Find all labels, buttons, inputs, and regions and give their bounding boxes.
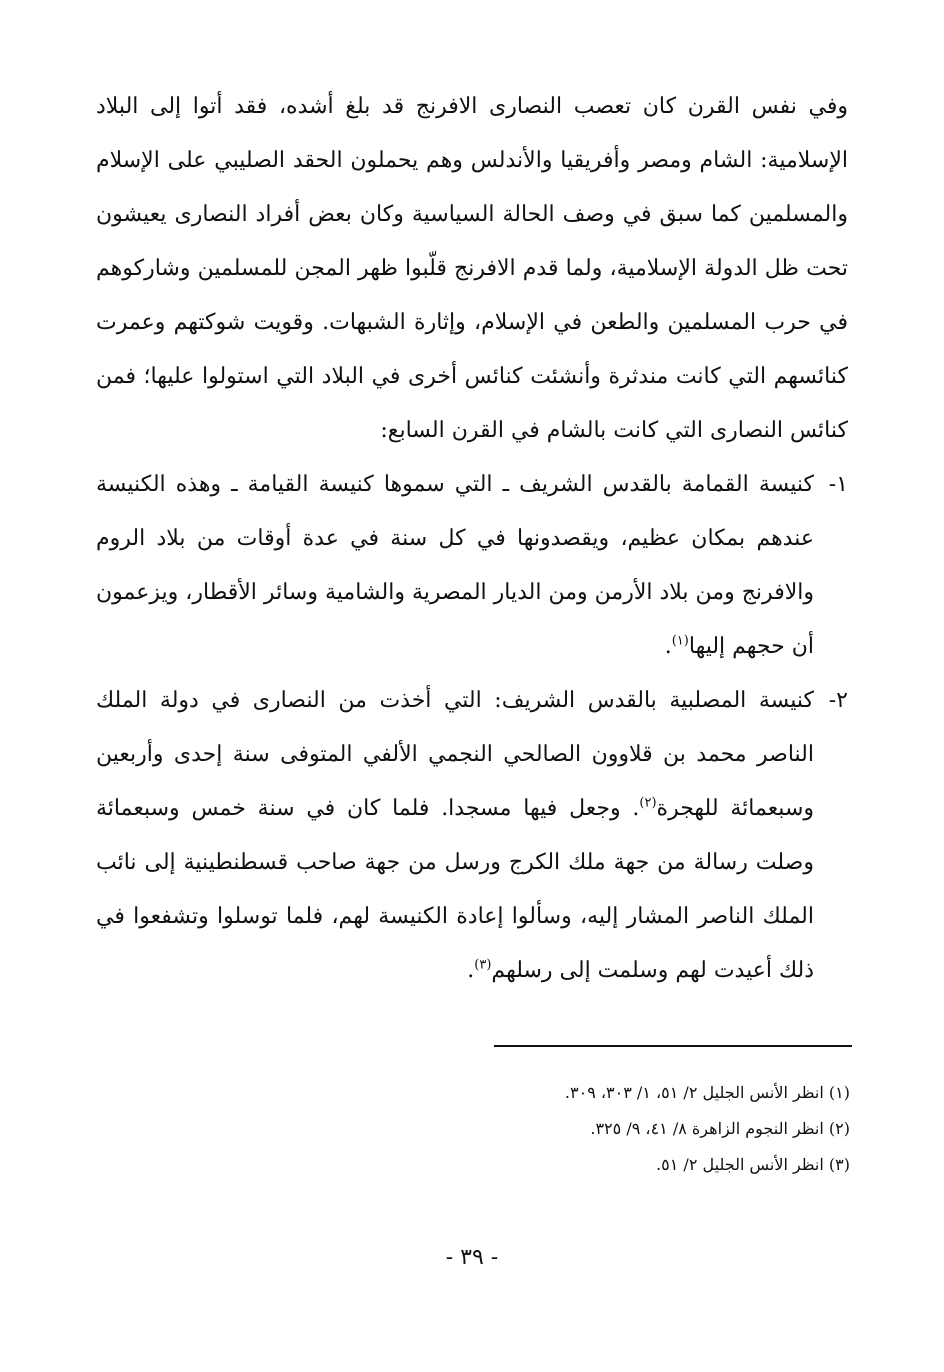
- footnote-2: (٢) انظر النجوم الزاهرة ٨/ ٤١، ٩/ ٣٢٥.: [590, 1119, 850, 1138]
- page-number: - ٣٩ -: [445, 1245, 499, 1270]
- main-text: [96, 80, 848, 998]
- footnote-reference[interactable]: (٣): [474, 957, 492, 973]
- list-number: ٢-: [828, 688, 848, 713]
- footnote-separator: [494, 1045, 852, 1047]
- footnote-1: (١) انظر الأنس الجليل ٢/ ٥١، ١/ ٣٠٣، ٣٠٩.: [564, 1083, 850, 1102]
- footnote-3: (٣) انظر الأنس الجليل ٢/ ٥١.: [656, 1155, 850, 1174]
- intro-paragraph: وفي نفس القرن كان تعصب النصارى الافرنج قد بلغ أشده، فقد أتوا إلى البلاد الإسلامية: الشام ومصر وأفريقيا والأندلس وهم يحملون الحقد الصليبي على الإسلام والمسلمين كما سبق في وصف الحالة السياسية وكان بعض أفراد النصارى يعيشون تحت ظل الدولة الإسلامية، ولما قدم الافرنج قلّبوا ظهر المجن للمسلمين وشاركوهم في حرب المسلمين والطعن في الإسلام، وإثارة الشبهات. وقويت شوكتهم وعمرت كنائسهم التي كانت مندثرة وأنشئت كنائس أخرى في البلاد التي استولوا عليها؛ فمن كنائس النصارى التي كانت بالشام في القرن السابع:: [96, 94, 848, 443]
- list-item-text: كنيسة المصلبية بالقدس الشريف: التي أخذت من النصارى في دولة الملك الناصر محمد بن قلاوون الصالحي النجمي الألفي المتوفى سنة إحدى وأربعين وسبعمائة للهجرة: [96, 688, 815, 821]
- list-number: ١-: [828, 472, 848, 497]
- footnote-reference[interactable]: (١): [671, 633, 689, 649]
- sentence-end: .: [467, 958, 475, 983]
- list-item-text-continued: . وجعل فيها مسجدا. فلما كان في سنة خمس وسبعمائة وصلت رسالة من جهة ملك الكرج ورسل من جهة صاحب قسطنطينية إلى نائب الملك الناصر المشار إليه، وسألوا إعادة الكنيسة لهم، فلما توسلوا وتشفعوا في ذلك أعيدت لهم وسلمت إلى رسلهم: [96, 796, 814, 983]
- list-item-1: [96, 458, 848, 674]
- sentence-end: .: [664, 634, 672, 659]
- list-item-2: [96, 674, 848, 998]
- footnotes: [350, 1075, 850, 1183]
- footnote-reference[interactable]: (٢): [639, 795, 657, 811]
- list-item-text: كنيسة القمامة بالقدس الشريف ـ التي سموها كنيسة القيامة ـ وهذه الكنيسة عندهم بمكان عظيم، ويقصدونها في كل سنة في عدة أوقات من بلاد الروم والافرنج ومن بلاد الأرمن ومن الديار المصرية والشامية وسائر الأقطار، ويزعمون أن حجهم إليها: [96, 472, 814, 659]
